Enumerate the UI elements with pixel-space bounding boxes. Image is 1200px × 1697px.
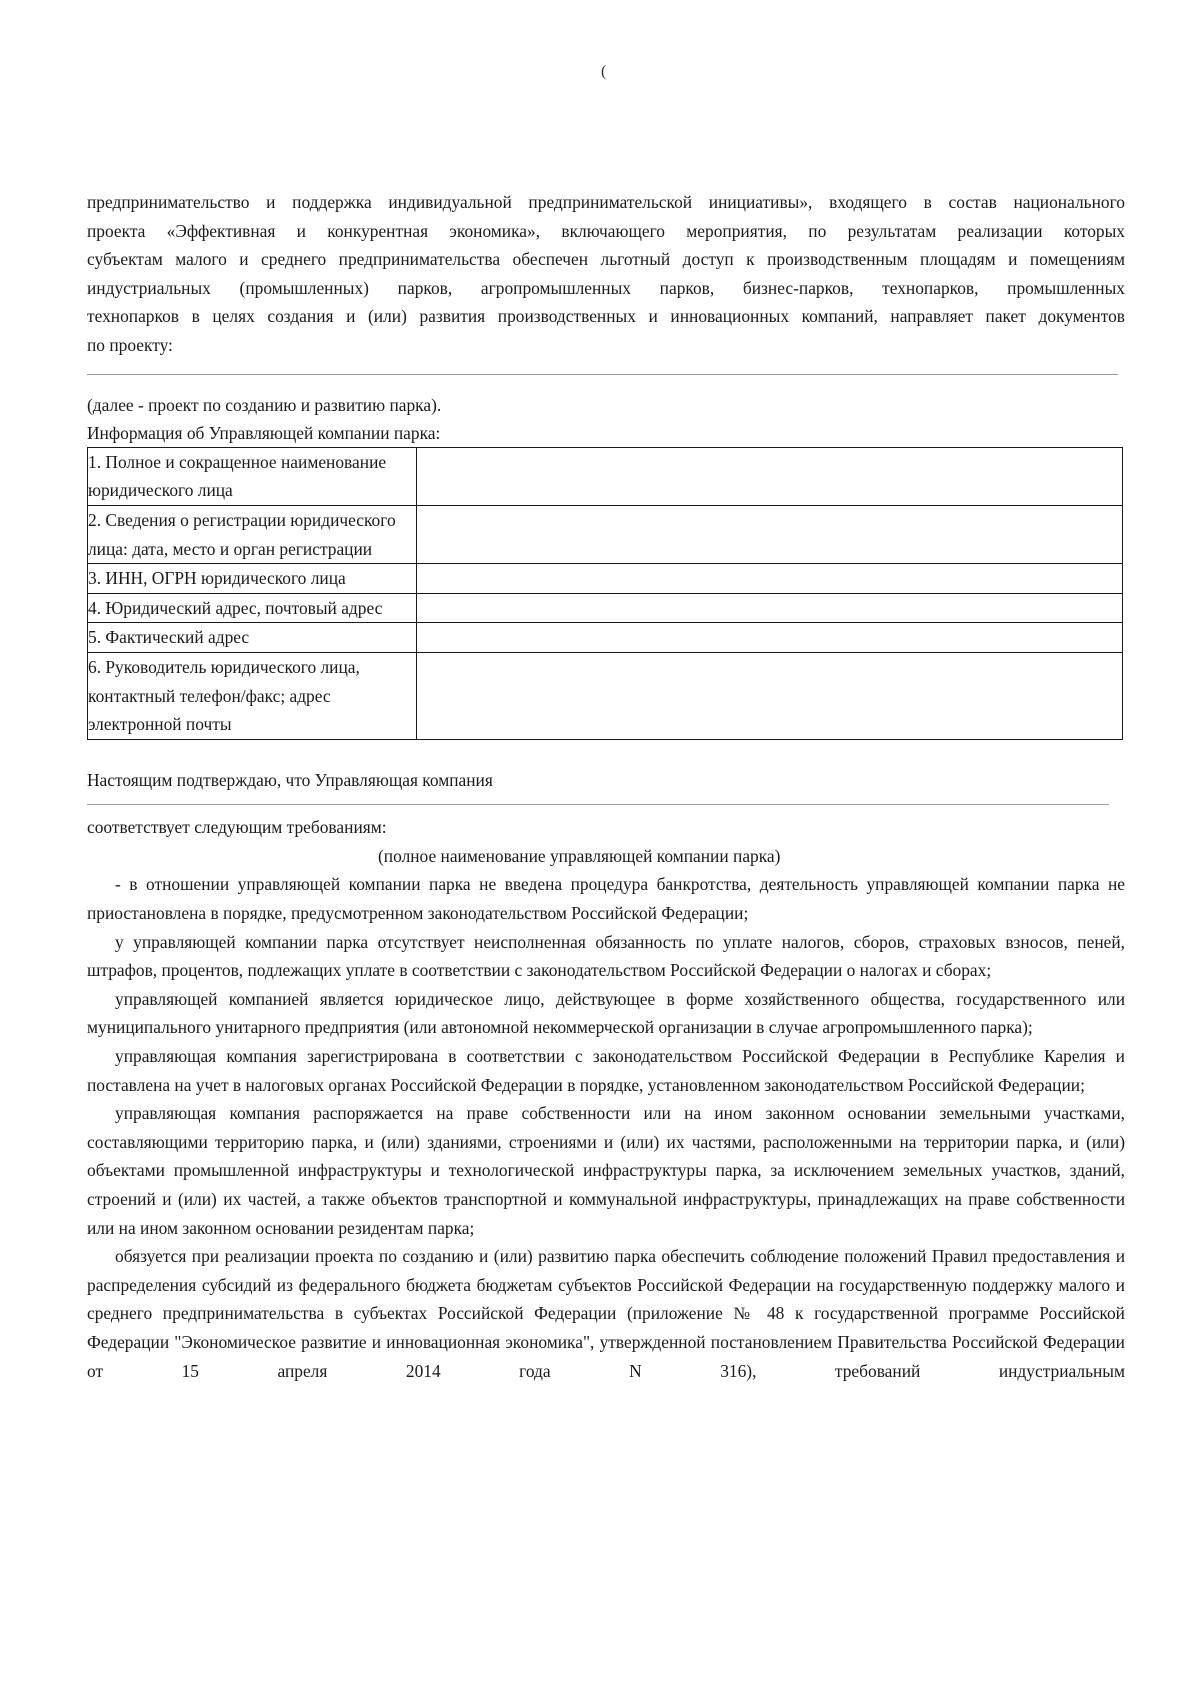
row-value-inn-ogrn[interactable] [417, 564, 1123, 594]
row-label-inn-ogrn: 3. ИНН, ОГРН юридического лица [88, 564, 417, 594]
table-row [88, 505, 1123, 563]
row-value-legal-address[interactable] [417, 593, 1123, 623]
intro-line: индустриальных (промышленных) парков, агропромышленных парков, бизнес-парков, технопарков, промышленных [87, 277, 1125, 298]
row-value-actual-address[interactable] [417, 623, 1123, 653]
spacer [87, 740, 1125, 766]
requirement-item: - в отношении управляющей компании парка не введена процедура банкротства, деятельность управляющей компании парка не приостановлена в порядке, предусмотренном законодательством Российской Федерации; [87, 874, 1125, 924]
requirement-item: управляющая компания распоряжается на праве собственности или на ином законном основании земельными участками, составляющими территорию парка, и (или) зданиями, строениями и (или) их частями, расположенными на территории парка, и (или) объектами промышленной инфраструктуры и технологической инфраструктуры парка, за исключением земельных участков, зданий, строений и (или) их частей, а также объектов транспортной и коммунальной инфраструктуры, принадлежащих на праве собственности или на ином законном основании резидентам парка; [87, 1103, 1125, 1238]
table-row [88, 652, 1123, 739]
row-value-full-name[interactable] [417, 447, 1123, 505]
table-row [88, 623, 1123, 653]
row-label-legal-address: 4. Юридический адрес, почтовый адрес [88, 593, 417, 623]
intro-line: проекта «Эффективная и конкурентная экономика», включающего мероприятия, по результатам реализации которых [87, 220, 1125, 241]
row-label-actual-address: 5. Фактический адрес [88, 623, 417, 653]
requirement-item: управляющей компанией является юридическое лицо, действующее в форме хозяйственного общества, государственного или муниципального унитарного предприятия (или автономной некоммерческой организации в случае агропромышленного парка); [87, 988, 1125, 1038]
requirement-item: у управляющей компании парка отсутствует неисполненная обязанность по уплате налогов, сборов, страховых взносов, пеней, штрафов, процентов, подлежащих уплате в соответствии с законодательством Российской Федерации о налогах и сборах; [87, 931, 1125, 981]
requirements-list [87, 870, 1125, 1385]
row-label-registration: 2. Сведения о регистрации юридического лица: дата, место и орган регистрации [88, 505, 417, 563]
intro-line: технопарков в целях создания и (или) развития производственных и инновационных компаний, направляет пакет документов [87, 306, 1125, 327]
table-heading: Информация об Управляющей компании парка: [87, 423, 441, 444]
project-note: (далее - проект по созданию и развитию парка). [87, 394, 442, 415]
intro-line: субъектам малого и среднего предпринимательства обеспечен льготный доступ к производственным площадям и помещениям [87, 249, 1125, 270]
requirement-item: обязуется при реализации проекта по созданию и (или) развитию парка обеспечить соблюдение положений Правил предоставления и распределения субсидий из федерального бюджета бюджетам субъектов Российской Федерации на государственную поддержку малого и среднего предпринимательства в субъектах Российской Федерации (приложение № 48 к государственной программе Российской Федерации "Экономическое развитие и инновационная экономика", утвержденной постановлением Правительства Российской Федерации от 15 апреля 2014 года N 316), требований индустриальным [87, 1246, 1125, 1381]
row-label-head-contacts: 6. Руководитель юридического лица, контактный телефон/факс; адрес электронной почты [88, 652, 417, 739]
company-name-fill-line[interactable] [87, 804, 1109, 805]
table-row [88, 593, 1123, 623]
intro-last-line: по проекту: [87, 334, 173, 355]
intro-paragraph [87, 188, 1125, 360]
table-row [88, 447, 1123, 505]
table-row [88, 564, 1123, 594]
row-value-head-contacts[interactable] [417, 652, 1123, 739]
page-marker: ( [601, 63, 607, 80]
requirement-item: управляющая компания зарегистрирована в соответствии с законодательством Российской Федерации в Республике Карелия и поставлена на учет в налоговых органах Российской Федерации в порядке, установленном законодательством Российской Федерации; [87, 1046, 1125, 1095]
company-info-table [87, 447, 1123, 740]
row-value-registration[interactable] [417, 505, 1123, 563]
fill-line-caption: (полное наименование управляющей компании парка) [378, 845, 781, 866]
conforms-text: соответствует следующим требованиям: [87, 817, 387, 838]
project-name-fill-line[interactable] [87, 374, 1118, 375]
document-body [87, 188, 1125, 1385]
row-label-full-name: 1. Полное и сокращенное наименование юридического лица [88, 447, 417, 505]
confirmation-statement: Настоящим подтверждаю, что Управляющая компания [87, 769, 493, 790]
intro-line: предпринимательство и поддержка индивидуальной предпринимательской инициативы», входящего в состав национального [87, 192, 1125, 212]
